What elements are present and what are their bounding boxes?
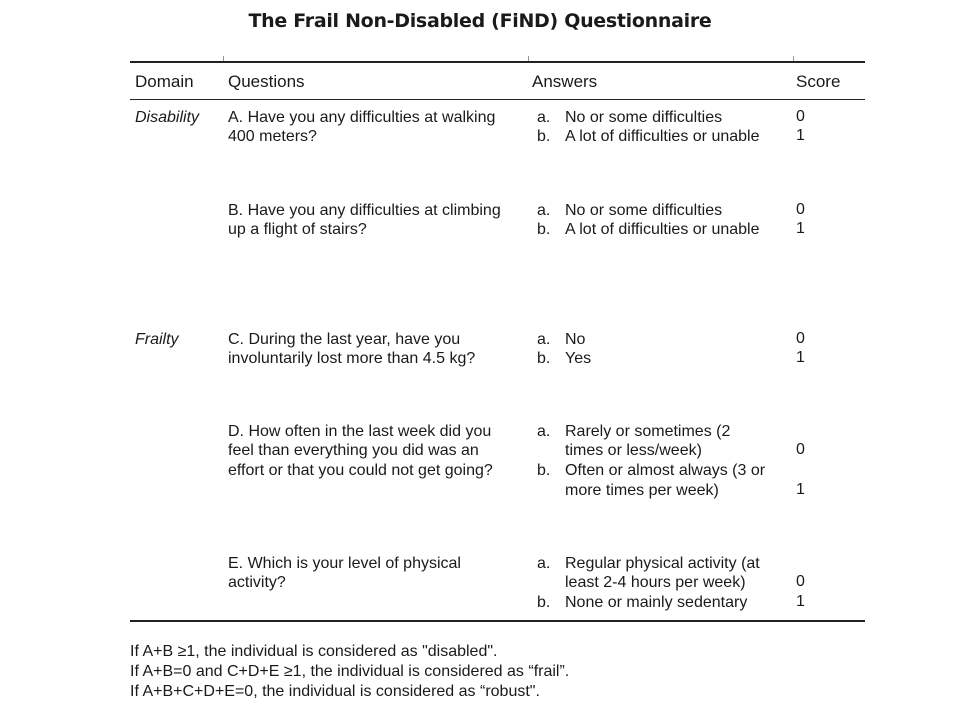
answer-b-b [537, 220, 787, 240]
answer-d-b [537, 461, 787, 501]
answer-text: Often or almost always (3 or [565, 462, 766, 479]
answer-text: Yes [565, 350, 592, 367]
question-b-line2: up a flight of stairs? [228, 221, 367, 238]
answer-letter: a. [537, 202, 551, 219]
question-c-line1: C. During the last year, have you [228, 331, 461, 348]
answer-e-a [537, 554, 787, 594]
score-value: 0 [796, 201, 805, 218]
score-value: 1 [796, 127, 805, 144]
answer-letter: b. [537, 350, 551, 367]
footer-rule-disabled: If A+B ≥1, the individual is considered as "disabled". [130, 643, 498, 660]
question-b-line1: B. Have you any difficulties at climbing [228, 202, 501, 219]
question-d-line3: effort or that you could not get going? [228, 462, 493, 479]
score-value: 1 [796, 593, 805, 610]
question-c-line2: involuntarily lost more than 4.5 kg? [228, 350, 476, 367]
answer-text: Regular physical activity (at [565, 555, 760, 572]
document-title: The Frail Non-Disabled (FiND) Questionnaire [248, 10, 712, 32]
header-answers: Answers [532, 72, 598, 91]
domain-frailty: Frailty [135, 331, 179, 348]
footer-rule-frail: If A+B=0 and C+D+E ≥1, the individual is considered as “frail”. [130, 663, 570, 680]
answer-text: Rarely or sometimes (2 [565, 423, 731, 440]
answer-c-a [537, 330, 787, 350]
answer-letter: a. [537, 331, 551, 348]
answer-text-continued: more times per week) [565, 482, 719, 499]
table-bottom-rule [130, 620, 865, 622]
question-d-line2: feel than everything you did was an [228, 442, 479, 459]
score-value: 1 [796, 349, 805, 366]
answer-text-continued: times or less/week) [565, 442, 702, 459]
answer-text: No [565, 331, 586, 348]
answer-e-b [537, 593, 787, 613]
question-e-line1: E. Which is your level of physical [228, 555, 461, 572]
domain-disability: Disability [135, 109, 200, 126]
question-a-line2: 400 meters? [228, 128, 317, 145]
answer-b-a [537, 201, 787, 221]
answer-letter: b. [537, 128, 551, 145]
answer-text: No or some difficulties [565, 202, 723, 219]
header-score: Score [796, 72, 841, 91]
answer-d-a [537, 422, 787, 462]
header-domain: Domain [135, 72, 194, 91]
answer-text-continued: least 2-4 hours per week) [565, 574, 746, 591]
question-d-line1: D. How often in the last week did you [228, 423, 492, 440]
answer-text: A lot of difficulties or unable [565, 128, 760, 145]
answer-text: A lot of difficulties or unable [565, 221, 760, 238]
score-value: 0 [796, 108, 805, 125]
score-value: 0 [796, 441, 805, 458]
answer-letter: a. [537, 423, 551, 440]
footer-rule-robust: If A+B+C+D+E=0, the individual is considered as “robust". [130, 683, 540, 700]
answer-text: None or mainly sedentary [565, 594, 748, 611]
table-top-rule [130, 61, 865, 63]
header-questions: Questions [228, 72, 305, 91]
answer-letter: b. [537, 462, 551, 479]
answer-text: No or some difficulties [565, 109, 723, 126]
score-value: 1 [796, 481, 805, 498]
question-a-line1: A. Have you any difficulties at walking [228, 109, 496, 126]
answer-a-a [537, 108, 787, 128]
answer-a-b [537, 127, 787, 147]
score-value: 0 [796, 330, 805, 347]
answer-letter: a. [537, 109, 551, 126]
answer-letter: a. [537, 555, 551, 572]
score-value: 0 [796, 573, 805, 590]
answer-letter: b. [537, 221, 551, 238]
header-rule [130, 99, 865, 100]
answer-letter: b. [537, 594, 551, 611]
answer-c-b [537, 349, 787, 369]
score-value: 1 [796, 220, 805, 237]
question-e-line2: activity? [228, 574, 286, 591]
